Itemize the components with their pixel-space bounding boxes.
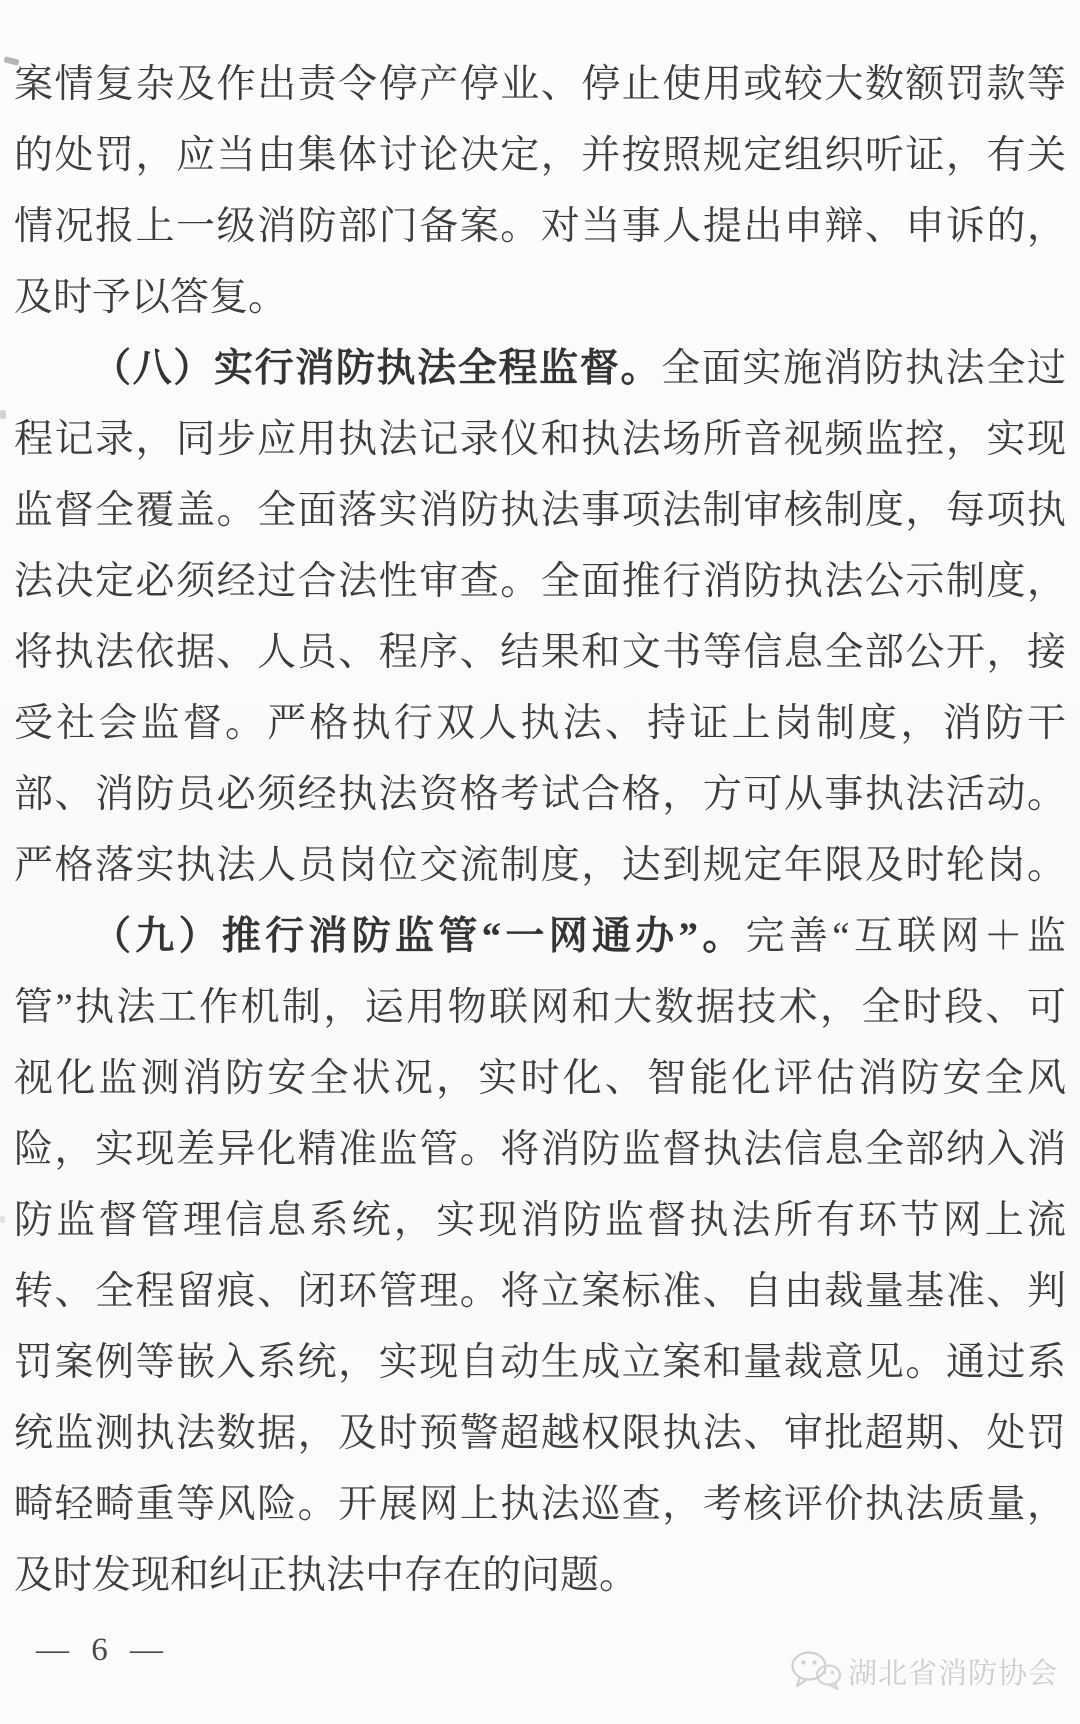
text-line-1 [14,49,1066,120]
text-line-3 [14,191,1066,262]
body-text-segment: 的处罚，应当由集体讨论决定，并按照规定组织听证，有关 [14,134,1066,177]
text-line-12 [14,830,1066,901]
text-line-2 [14,120,1066,191]
text-line-21 [14,1469,1066,1540]
text-line-13 [14,901,1066,972]
body-text-segment: 及时发现和纠正执法中存在的问题。 [14,1554,639,1597]
page-number: — 6 — [36,1632,170,1668]
body-text-segment: 情况报上一级消防部门备案。对当事人提出申辩、申诉的， [14,205,1066,248]
text-line-18 [14,1256,1066,1327]
text-line-9 [14,617,1066,688]
body-text-segment: 及时予以答复。 [14,276,288,319]
body-text-segment: 完善“互联网＋监 [745,915,1066,958]
wechat-icon [790,1648,842,1694]
body-text-segment: 统监测执法数据，及时预警超越权限执法、审批超期、处罚 [14,1412,1066,1455]
body-text-segment: 畸轻畸重等风险。开展网上执法巡查，考核评价执法质量， [14,1483,1066,1526]
section-heading-text: （八）实行消防执法全程监督。 [92,347,662,390]
text-line-4 [14,262,1066,333]
body-text-segment: 转、全程留痕、闭环管理。将立案标准、自由裁量基准、判 [14,1270,1066,1313]
scan-artifact [0,410,6,419]
body-text-segment: 管”执法工作机制，运用物联网和大数据技术，全时段、可 [14,986,1066,1029]
body-text-segment: 案情复杂及作出责令停产停业、停止使用或较大数额罚款等 [14,63,1066,106]
text-line-17 [14,1185,1066,1256]
text-line-8 [14,546,1066,617]
text-line-6 [14,404,1066,475]
body-text-segment: 罚案例等嵌入系统，实现自动生成立案和量裁意见。通过系 [14,1341,1066,1384]
body-text-segment: 视化监测消防安全状况，实时化、智能化评估消防安全风 [14,1057,1066,1100]
body-text-segment: 部、消防员必须经执法资格考试合格，方可从事执法活动。 [14,773,1066,816]
scan-artifact [0,1216,5,1223]
text-line-10 [14,688,1066,759]
body-text-segment: 防监督管理信息系统，实现消防监督执法所有环节网上流 [14,1199,1066,1242]
text-line-14 [14,972,1066,1043]
text-line-16 [14,1114,1066,1185]
text-line-20 [14,1398,1066,1469]
body-text-segment: 严格落实执法人员岗位交流制度，达到规定年限及时轮岗。 [14,844,1066,887]
watermark [790,1648,1058,1694]
text-line-19 [14,1327,1066,1398]
body-text-segment: 程记录，同步应用执法记录仪和执法场所音视频监控，实现 [14,418,1066,461]
section-heading-text: （九）推行消防监管“一网通办”。 [92,915,746,958]
watermark-label: 湖北省消防协会 [848,1657,1059,1690]
body-text-segment: 受社会监督。严格执行双人执法、持证上岗制度，消防干 [14,702,1066,745]
body-text-segment: 监督全覆盖。全面落实消防执法事项法制审核制度，每项执 [14,489,1066,532]
text-line-7 [14,475,1066,546]
text-line-22 [14,1540,1066,1611]
text-line-15 [14,1043,1066,1114]
body-text-segment: 将执法依据、人员、程序、结果和文书等信息全部公开，接 [14,631,1066,674]
body-text-segment: 法决定必须经过合法性审查。全面推行消防执法公示制度， [14,560,1066,603]
body-text-segment: 全面实施消防执法全过 [661,347,1066,390]
text-line-11 [14,759,1066,830]
body-text-segment: 险，实现差异化精准监管。将消防监督执法信息全部纳入消 [14,1128,1066,1171]
text-line-5 [14,333,1066,404]
document-body [14,49,1066,1611]
